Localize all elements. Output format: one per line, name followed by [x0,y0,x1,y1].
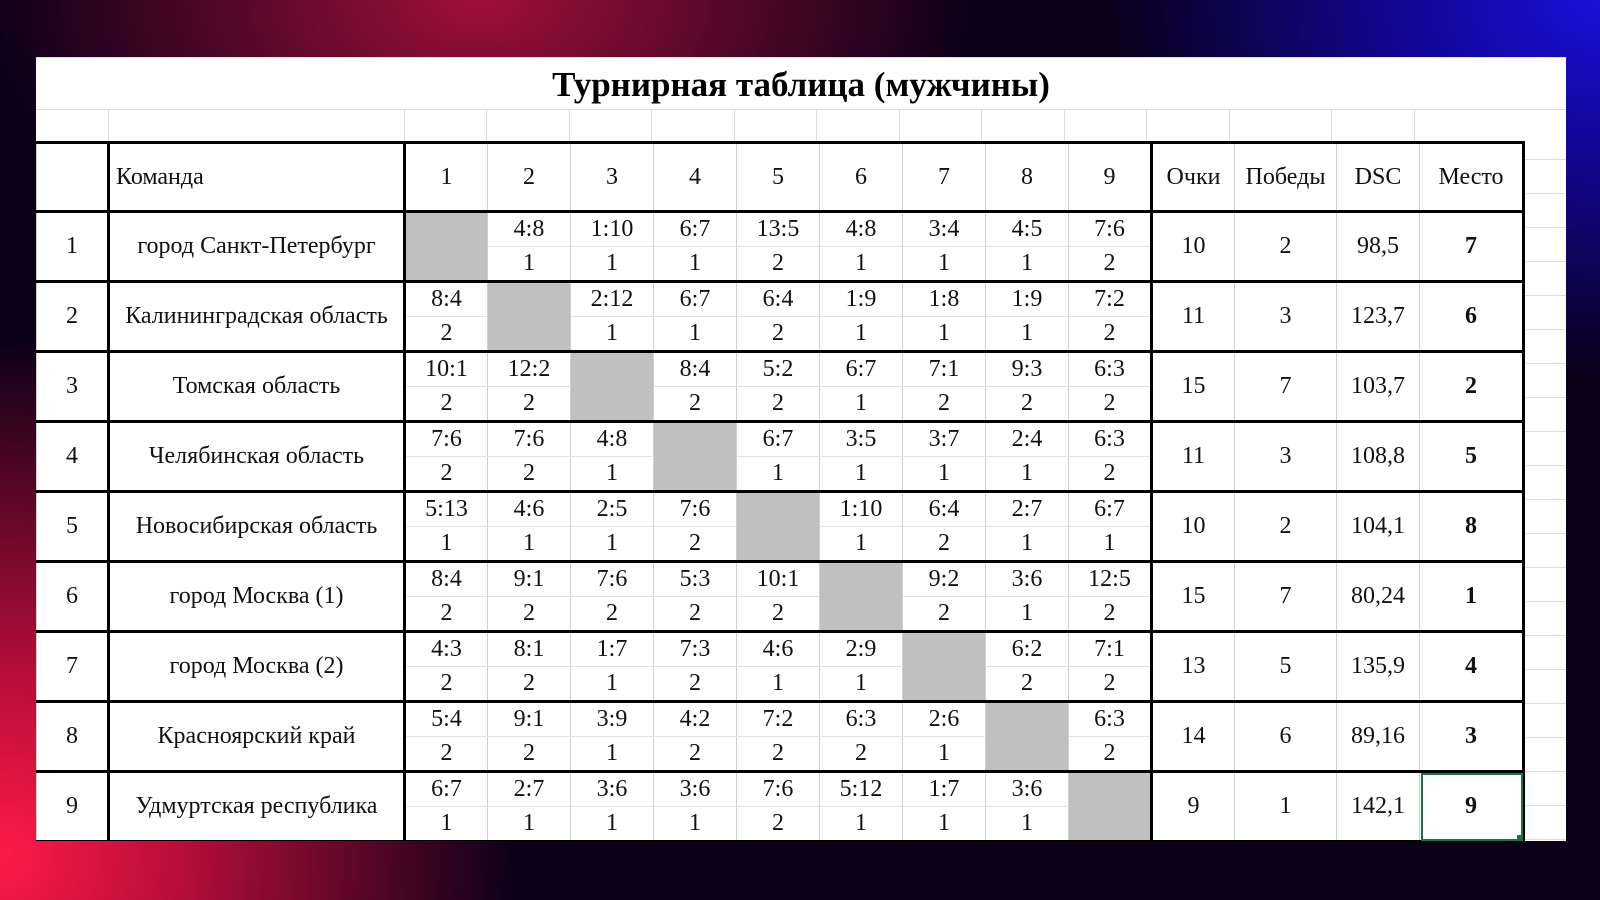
match-score[interactable]: 6:3 [1069,422,1152,457]
match-points[interactable]: 2 [903,597,986,632]
match-score[interactable]: 5:3 [654,562,737,597]
match-points[interactable]: 1 [571,667,654,702]
match-score[interactable]: 1:9 [820,282,903,317]
match-score[interactable]: 1:8 [903,282,986,317]
dsc-value[interactable]: 123,7 [1337,282,1420,352]
self-match-cell[interactable] [488,282,571,352]
match-score[interactable]: 3:5 [820,422,903,457]
total-points[interactable]: 15 [1152,352,1235,422]
match-score[interactable]: 2:7 [986,492,1069,527]
match-points[interactable]: 1 [820,317,903,352]
header-opponent[interactable]: 9 [1069,143,1152,212]
empty-grid-row [36,109,1566,144]
dsc-value[interactable]: 98,5 [1337,212,1420,282]
final-place[interactable]: 5 [1420,422,1524,492]
match-score[interactable]: 12:5 [1069,562,1152,597]
match-points[interactable]: 1 [820,247,903,282]
match-score[interactable]: 3:6 [986,562,1069,597]
match-points[interactable]: 2 [488,597,571,632]
dsc-value[interactable]: 89,16 [1337,702,1420,772]
total-points[interactable]: 13 [1152,632,1235,702]
total-points[interactable]: 14 [1152,702,1235,772]
match-score[interactable]: 7:1 [903,352,986,387]
header-points[interactable]: Очки [1152,143,1235,212]
match-points[interactable]: 2 [1069,597,1152,632]
team-row [37,772,1524,807]
match-points[interactable]: 2 [1069,457,1152,492]
match-score[interactable]: 8:4 [405,562,488,597]
team-row [37,632,1524,667]
match-points[interactable]: 2 [737,807,820,842]
match-points[interactable]: 2 [1069,387,1152,422]
match-points[interactable]: 2 [737,317,820,352]
match-points[interactable]: 2 [1069,247,1152,282]
header-opponent[interactable]: 3 [571,143,654,212]
match-points[interactable]: 1 [986,247,1069,282]
match-points[interactable]: 2 [654,527,737,562]
match-score[interactable]: 12:2 [488,352,571,387]
match-points[interactable]: 1 [488,247,571,282]
match-score[interactable]: 6:7 [737,422,820,457]
match-score[interactable]: 5:2 [737,352,820,387]
match-score[interactable]: 6:7 [1069,492,1152,527]
team-number[interactable]: 3 [37,352,109,422]
final-place[interactable]: 6 [1420,282,1524,352]
match-score[interactable]: 6:7 [654,282,737,317]
team-row [37,212,1524,247]
header-team[interactable]: Команда [109,143,405,212]
match-points[interactable]: 1 [571,527,654,562]
total-wins[interactable]: 2 [1235,492,1337,562]
header-place[interactable]: Место [1420,143,1524,212]
final-place[interactable]: 4 [1420,632,1524,702]
match-score[interactable]: 2:7 [488,772,571,807]
header-row [37,143,1524,212]
header-opponent[interactable]: 6 [820,143,903,212]
final-place[interactable]: 1 [1420,562,1524,632]
match-points[interactable]: 2 [737,597,820,632]
team-name[interactable]: Новосибирская область [109,492,405,562]
match-score[interactable]: 7:3 [654,632,737,667]
match-points[interactable]: 2 [488,457,571,492]
match-score[interactable]: 7:2 [737,702,820,737]
final-place[interactable]: 8 [1420,492,1524,562]
match-score[interactable]: 13:5 [737,212,820,247]
dsc-value[interactable]: 103,7 [1337,352,1420,422]
match-score[interactable]: 10:1 [737,562,820,597]
match-points[interactable]: 1 [820,527,903,562]
total-wins[interactable]: 5 [1235,632,1337,702]
match-points[interactable]: 1 [903,457,986,492]
team-number[interactable]: 2 [37,282,109,352]
team-row [37,282,1524,317]
match-score[interactable]: 4:6 [737,632,820,667]
match-score[interactable]: 3:4 [903,212,986,247]
match-points[interactable]: 1 [903,737,986,772]
match-score[interactable]: 3:6 [986,772,1069,807]
total-points[interactable]: 9 [1152,772,1235,842]
team-row [37,422,1524,457]
header-dsc[interactable]: DSC [1337,143,1420,212]
total-wins[interactable]: 2 [1235,212,1337,282]
match-score[interactable]: 6:3 [1069,702,1152,737]
team-number[interactable]: 9 [37,772,109,842]
match-score[interactable]: 4:6 [488,492,571,527]
self-match-cell[interactable] [654,422,737,492]
match-points[interactable]: 2 [1069,667,1152,702]
team-number[interactable]: 5 [37,492,109,562]
match-score[interactable]: 9:2 [903,562,986,597]
self-match-cell[interactable] [1069,772,1152,842]
total-wins[interactable]: 1 [1235,772,1337,842]
match-points[interactable]: 1 [571,317,654,352]
spreadsheet [36,57,1566,841]
match-points[interactable]: 1 [820,807,903,842]
match-points[interactable]: 2 [488,737,571,772]
match-score[interactable]: 7:6 [737,772,820,807]
match-score[interactable]: 7:1 [1069,632,1152,667]
match-points[interactable]: 2 [654,597,737,632]
match-score[interactable]: 3:7 [903,422,986,457]
match-score[interactable]: 4:8 [488,212,571,247]
match-points[interactable]: 2 [737,387,820,422]
dsc-value[interactable]: 135,9 [1337,632,1420,702]
self-match-cell[interactable] [986,702,1069,772]
match-score[interactable]: 9:1 [488,562,571,597]
match-score[interactable]: 1:7 [571,632,654,667]
match-score[interactable]: 10:1 [405,352,488,387]
match-points[interactable]: 1 [1069,527,1152,562]
match-points[interactable]: 1 [654,247,737,282]
match-score[interactable]: 6:3 [1069,352,1152,387]
match-points[interactable]: 2 [654,387,737,422]
match-points[interactable]: 1 [654,807,737,842]
team-row [37,492,1524,527]
match-score[interactable]: 7:6 [488,422,571,457]
match-points[interactable]: 1 [571,737,654,772]
match-points[interactable]: 2 [903,387,986,422]
match-points[interactable]: 1 [571,807,654,842]
self-match-cell[interactable] [737,492,820,562]
match-points[interactable]: 2 [654,667,737,702]
match-points[interactable]: 2 [903,527,986,562]
header-opponent[interactable]: 5 [737,143,820,212]
team-name[interactable]: Удмуртская республика [109,772,405,842]
total-wins[interactable]: 3 [1235,422,1337,492]
match-score[interactable]: 5:12 [820,772,903,807]
final-place[interactable]: 9 [1420,772,1524,842]
match-score[interactable]: 6:3 [820,702,903,737]
match-points[interactable]: 1 [986,597,1069,632]
total-points[interactable]: 11 [1152,282,1235,352]
match-score[interactable]: 2:6 [903,702,986,737]
total-wins[interactable]: 7 [1235,352,1337,422]
dsc-value[interactable]: 142,1 [1337,772,1420,842]
total-points[interactable]: 15 [1152,562,1235,632]
match-points[interactable]: 2 [405,317,488,352]
match-score[interactable]: 3:6 [654,772,737,807]
match-score[interactable]: 7:2 [1069,282,1152,317]
team-name[interactable]: Красноярский край [109,702,405,772]
match-score[interactable]: 1:10 [571,212,654,247]
match-points[interactable]: 1 [986,807,1069,842]
match-score[interactable]: 5:13 [405,492,488,527]
match-points[interactable]: 1 [903,317,986,352]
match-points[interactable]: 1 [903,807,986,842]
match-points[interactable]: 1 [488,807,571,842]
match-points[interactable]: 1 [903,247,986,282]
match-points[interactable]: 1 [571,457,654,492]
match-points[interactable]: 1 [737,667,820,702]
self-match-cell[interactable] [405,212,488,282]
match-points[interactable]: 1 [737,457,820,492]
team-number[interactable]: 6 [37,562,109,632]
match-score[interactable]: 4:3 [405,632,488,667]
match-points[interactable]: 1 [820,667,903,702]
match-points[interactable]: 2 [986,667,1069,702]
match-score[interactable]: 6:7 [820,352,903,387]
match-score[interactable]: 6:2 [986,632,1069,667]
match-points[interactable]: 2 [1069,317,1152,352]
total-points[interactable]: 11 [1152,422,1235,492]
match-points[interactable]: 2 [488,667,571,702]
self-match-cell[interactable] [571,352,654,422]
header-opponent[interactable]: 4 [654,143,737,212]
match-points[interactable]: 2 [405,597,488,632]
match-score[interactable]: 7:6 [654,492,737,527]
team-row [37,352,1524,387]
match-points[interactable]: 1 [820,457,903,492]
team-name[interactable]: Калининградская область [109,282,405,352]
match-score[interactable]: 9:1 [488,702,571,737]
match-points[interactable]: 1 [405,527,488,562]
match-points[interactable]: 1 [488,527,571,562]
match-score[interactable]: 3:6 [571,772,654,807]
match-points[interactable]: 1 [571,247,654,282]
match-points[interactable]: 1 [405,807,488,842]
header-opponent[interactable]: 2 [488,143,571,212]
match-score[interactable]: 1:7 [903,772,986,807]
team-name[interactable]: Челябинская область [109,422,405,492]
team-number[interactable]: 7 [37,632,109,702]
match-score[interactable]: 2:12 [571,282,654,317]
match-score[interactable]: 9:3 [986,352,1069,387]
total-wins[interactable]: 6 [1235,702,1337,772]
match-points[interactable]: 2 [488,387,571,422]
match-score[interactable]: 6:4 [737,282,820,317]
header-number-cell[interactable] [37,143,109,212]
match-score[interactable]: 1:9 [986,282,1069,317]
match-score[interactable]: 2:4 [986,422,1069,457]
dsc-value[interactable]: 80,24 [1337,562,1420,632]
total-points[interactable]: 10 [1152,212,1235,282]
match-score[interactable]: 6:7 [654,212,737,247]
match-score[interactable]: 6:4 [903,492,986,527]
dsc-value[interactable]: 104,1 [1337,492,1420,562]
match-score[interactable]: 5:4 [405,702,488,737]
total-wins[interactable]: 3 [1235,282,1337,352]
team-name[interactable]: город Москва (2) [109,632,405,702]
match-points[interactable]: 1 [654,317,737,352]
match-score[interactable]: 3:9 [571,702,654,737]
match-points[interactable]: 2 [737,247,820,282]
team-number[interactable]: 1 [37,212,109,282]
team-number[interactable]: 4 [37,422,109,492]
match-score[interactable]: 4:8 [571,422,654,457]
match-points[interactable]: 2 [405,387,488,422]
self-match-cell[interactable] [820,562,903,632]
final-place[interactable]: 3 [1420,702,1524,772]
match-score[interactable]: 7:6 [1069,212,1152,247]
match-score[interactable]: 1:10 [820,492,903,527]
match-score[interactable]: 4:5 [986,212,1069,247]
match-points[interactable]: 1 [986,457,1069,492]
match-score[interactable]: 7:6 [571,562,654,597]
total-points[interactable]: 10 [1152,492,1235,562]
match-score[interactable]: 6:7 [405,772,488,807]
match-score[interactable]: 8:4 [405,282,488,317]
self-match-cell[interactable] [903,632,986,702]
match-points[interactable]: 1 [986,317,1069,352]
match-points[interactable]: 2 [405,667,488,702]
match-points[interactable]: 1 [986,527,1069,562]
final-place[interactable]: 7 [1420,212,1524,282]
total-wins[interactable]: 7 [1235,562,1337,632]
match-score[interactable]: 7:6 [405,422,488,457]
dsc-value[interactable]: 108,8 [1337,422,1420,492]
header-wins[interactable]: Победы [1235,143,1337,212]
match-points[interactable]: 2 [820,737,903,772]
team-number[interactable]: 8 [37,702,109,772]
match-score[interactable]: 8:4 [654,352,737,387]
match-score[interactable]: 2:5 [571,492,654,527]
header-opponent[interactable]: 8 [986,143,1069,212]
team-row [37,562,1524,597]
header-opponent[interactable]: 7 [903,143,986,212]
final-place[interactable]: 2 [1420,352,1524,422]
match-score[interactable]: 4:2 [654,702,737,737]
match-score[interactable]: 8:1 [488,632,571,667]
team-name[interactable]: Томская область [109,352,405,422]
match-points[interactable]: 2 [405,737,488,772]
match-score[interactable]: 4:8 [820,212,903,247]
team-row [37,702,1524,737]
match-points[interactable]: 2 [737,737,820,772]
match-score[interactable]: 2:9 [820,632,903,667]
sheet-title: Турнирная таблица (мужчины) [36,61,1566,109]
header-opponent[interactable]: 1 [405,143,488,212]
match-points[interactable]: 2 [405,457,488,492]
match-points[interactable]: 1 [820,387,903,422]
match-points[interactable]: 2 [1069,737,1152,772]
match-points[interactable]: 2 [571,597,654,632]
match-points[interactable]: 2 [654,737,737,772]
team-name[interactable]: город Санкт-Петербург [109,212,405,282]
match-points[interactable]: 2 [986,387,1069,422]
standings-table [36,141,1525,841]
team-name[interactable]: город Москва (1) [109,562,405,632]
